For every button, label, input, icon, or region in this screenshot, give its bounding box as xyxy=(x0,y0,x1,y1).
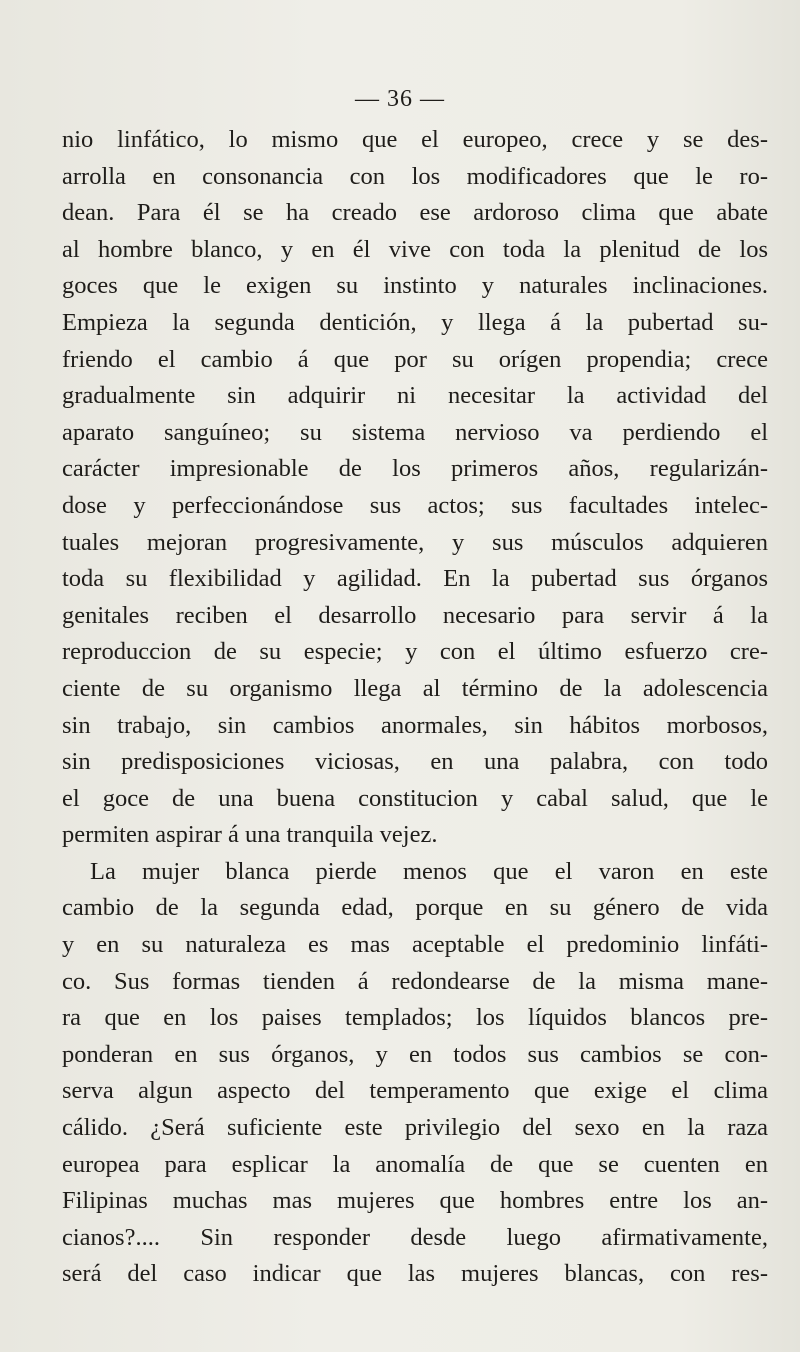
text-line: arrolla en consonancia con los modificadores que le ro- xyxy=(62,162,768,190)
text-line: dean. Para él se ha creado ese ardoroso clima que abate xyxy=(62,199,768,227)
text-line: nio linfático, lo mismo que el europeo, crece y se des- xyxy=(62,126,768,153)
text-line: europea para esplicar la anomalía de que se cuenten en xyxy=(62,1150,768,1178)
text-line: ra que en los paises templados; los líquidos blancos pre- xyxy=(62,1004,768,1032)
text-line: goces que le exigen su instinto y naturales inclinaciones. xyxy=(62,272,768,300)
text-line: tuales mejoran progresivamente, y sus músculos adquieren xyxy=(62,528,768,556)
text-line: La mujer blanca pierde menos que el varon en este xyxy=(90,857,768,885)
text-line: cálido. ¿Será suficiente este privilegio del sexo en la raza xyxy=(62,1114,768,1142)
text-line: genitales reciben el desarrollo necesario para servir á la xyxy=(62,601,768,629)
text-line: Filipinas muchas mas mujeres que hombres entre los an- xyxy=(62,1187,768,1215)
text-line: sin trabajo, sin cambios anormales, sin hábitos morbosos, xyxy=(62,711,768,739)
text-line: sin predisposiciones viciosas, en una palabra, con todo xyxy=(62,748,768,776)
text-line: cambio de la segunda edad, porque en su género de vida xyxy=(62,894,768,922)
text-line: toda su flexibilidad y agilidad. En la pubertad sus órganos xyxy=(62,565,768,593)
text-line: y en su naturaleza es mas aceptable el predominio linfáti- xyxy=(62,931,768,959)
text-line: ponderan en sus órganos, y en todos sus cambios se con- xyxy=(62,1040,768,1068)
text-line: co. Sus formas tienden á redondearse de la misma mane- xyxy=(62,967,768,995)
text-line: gradualmente sin adquirir ni necesitar la actividad del xyxy=(62,382,768,410)
text-line: cianos?.... Sin responder desde luego afirmativamente, xyxy=(62,1223,768,1251)
text-line: ciente de su organismo llega al término de la adolescencia xyxy=(62,674,768,702)
text-line: dose y perfeccionándose sus actos; sus facultades intelec- xyxy=(62,491,768,519)
text-line: permiten aspirar á una tranquila vejez. xyxy=(62,821,438,849)
text-line: reproduccion de su especie; y con el último esfuerzo cre- xyxy=(62,638,768,666)
text-line: el goce de una buena constitucion y cabal salud, que le xyxy=(62,784,768,812)
body-text xyxy=(62,122,768,1293)
text-line: friendo el cambio á que por su orígen propendia; crece xyxy=(62,345,768,373)
text-line: carácter impresionable de los primeros años, regularizán- xyxy=(62,455,768,483)
text-line: aparato sanguíneo; su sistema nervioso va perdiendo el xyxy=(62,418,768,446)
text-line: será del caso indicar que las mujeres blancas, con res- xyxy=(62,1260,768,1288)
text-line: Empieza la segunda dentición, y llega á la pubertad su- xyxy=(62,308,768,336)
text-line: al hombre blanco, y en él vive con toda la plenitud de los xyxy=(62,235,768,263)
text-line: serva algun aspecto del temperamento que exige el clima xyxy=(62,1077,768,1105)
page-number: — 36 — xyxy=(355,86,445,112)
